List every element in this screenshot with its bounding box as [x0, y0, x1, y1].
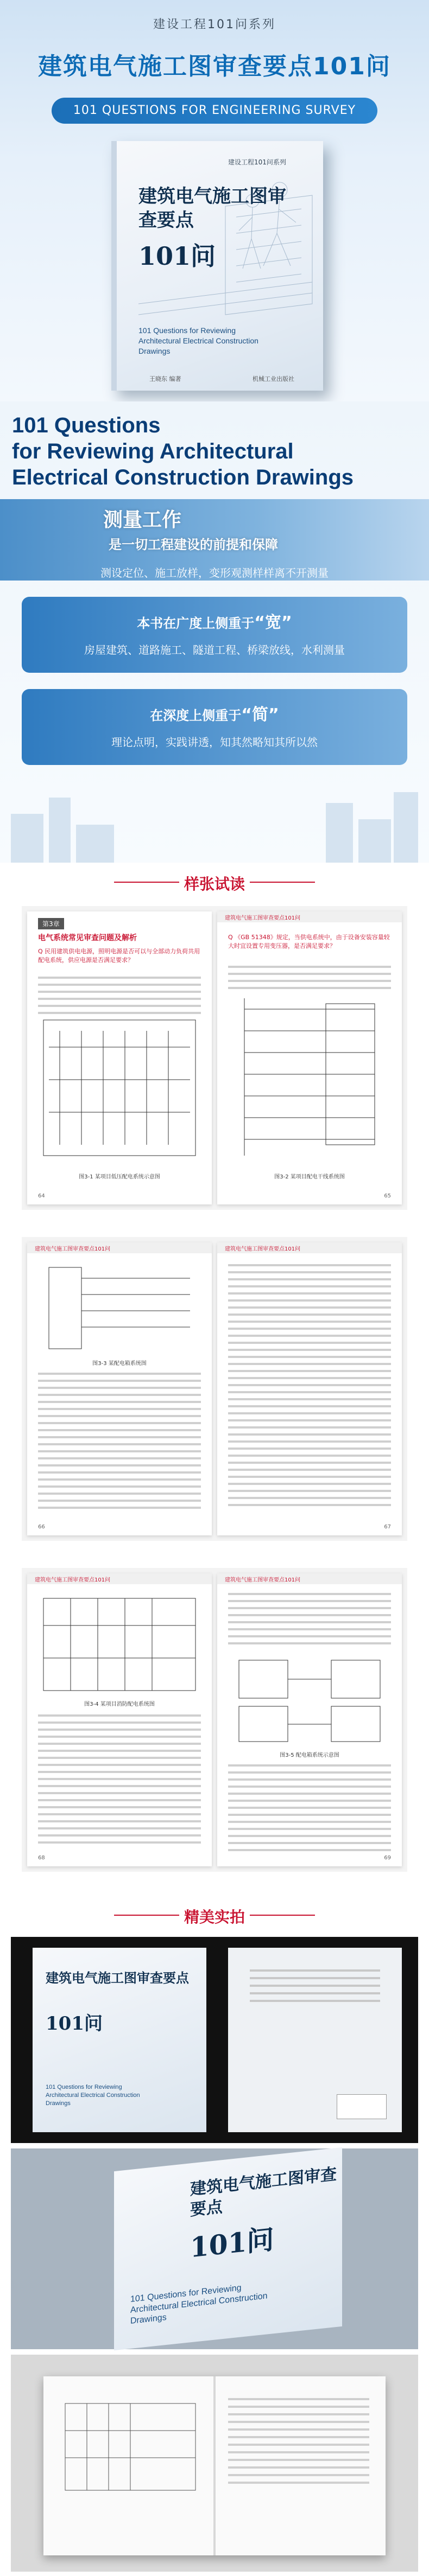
- running-header-text: 建筑电气施工图审查要点101问: [225, 915, 301, 921]
- running-header-text: 建筑电气施工图审查要点101问: [35, 1577, 111, 1583]
- feature-card-breadth: [22, 597, 407, 673]
- photo-book-title: 建筑电气施工图审查要点: [46, 1970, 189, 1986]
- body-text: [38, 1714, 201, 1848]
- photo-book-english: 101 Questions for Reviewing Architectural Electrical Construction Drawings: [46, 2084, 140, 2107]
- subtitle-banner: 101 QUESTIONS FOR ENGINEERING SURVEY: [52, 98, 377, 124]
- distribution-diagram: [228, 993, 391, 1166]
- running-header: [27, 1242, 212, 1253]
- sample-spread-1[interactable]: [22, 906, 407, 1210]
- card-title: [22, 701, 407, 725]
- card-text: 理论点明，实践讲透，知其然略知其所以然: [111, 736, 318, 749]
- open-book-pages: [43, 2376, 386, 2555]
- body-text: [228, 1264, 391, 1511]
- photo-book-front: [33, 1948, 206, 2132]
- book-gutter: [213, 2376, 216, 2555]
- figure-caption: 图3-2 某项目配电干线系统图: [274, 1174, 345, 1180]
- sample-page-left: [27, 1573, 212, 1866]
- english-title-line: Electrical Construction Drawings: [12, 466, 354, 489]
- running-header-text: 建筑电气施工图审查要点101问: [35, 1246, 111, 1252]
- page-number: 67: [384, 1524, 391, 1530]
- card-title-key: “简”: [241, 705, 279, 724]
- city-skyline-illustration: [0, 776, 429, 863]
- sample-page-right: [217, 911, 402, 1204]
- measure-title: 测量工作: [103, 509, 182, 531]
- sample-page-right: [217, 1242, 402, 1535]
- measure-line: 测设定位、施工放样，变形观测样样离不开测量: [100, 566, 329, 579]
- panel-diagram: [38, 1262, 201, 1354]
- card-title-key: “宽”: [254, 613, 292, 632]
- main-title: 建筑电气施工图审查要点101问: [38, 53, 391, 80]
- heading-rule: [250, 882, 315, 883]
- sample-heading-text: 样张试读: [184, 875, 245, 893]
- photos-heading: [0, 1899, 429, 1931]
- photo-angled-cover[interactable]: [11, 2148, 418, 2349]
- figure-caption: 图3-1 某项目低压配电系统示意图: [79, 1174, 160, 1180]
- running-header-text: 建筑电气施工图审查要点101问: [225, 1577, 301, 1583]
- heading-rule: [250, 1915, 315, 1916]
- chapter-tag: 第3章: [38, 918, 64, 929]
- page-number: 65: [384, 1193, 391, 1199]
- english-title: [12, 412, 354, 490]
- page-number: 64: [38, 1193, 45, 1199]
- book-english-title: 101 Questions for Reviewing Architectural Electrical Construction Drawings: [138, 326, 258, 355]
- running-header: [27, 1573, 212, 1584]
- photo-book-number: 101问: [46, 2013, 103, 2035]
- question-text: Q 民用建筑供电电源，照明电源是否可以与全部动力负荷共用配电系统，供应电源是否满足要求？: [38, 948, 200, 964]
- body-text: [228, 1764, 391, 1856]
- english-title-line: for Reviewing Architectural: [12, 439, 294, 463]
- figure-caption: 图3-5 配电箱系统示意图: [280, 1752, 339, 1758]
- figure-caption: 图3-4 某项目消防配电系统图: [84, 1701, 155, 1707]
- book-number: 101问: [138, 241, 216, 271]
- sample-spread-2[interactable]: [22, 1237, 407, 1541]
- photo-open-book[interactable]: [11, 2355, 418, 2572]
- intro-section: [0, 401, 429, 863]
- sample-read-heading: [0, 866, 429, 898]
- photo-book-title: 建筑电气施工图审查要点: [190, 2164, 337, 2220]
- sample-page-right: [217, 1573, 402, 1866]
- page-number: 66: [38, 1524, 45, 1530]
- card-text: 房屋建筑、道路施工、隧道工程、桥梁放线，水利测量: [84, 643, 345, 656]
- sample-page-left: [27, 911, 212, 1204]
- page-number: 69: [384, 1855, 391, 1861]
- body-text: [228, 1593, 391, 1649]
- book-publisher: 机械工业出版社: [253, 375, 294, 382]
- sample-spread-3[interactable]: [22, 1568, 407, 1872]
- card-title: [22, 609, 407, 633]
- series-label: 建设工程101问系列: [153, 18, 276, 31]
- chapter-title: 电气系统常见审查问题及解析: [38, 934, 137, 942]
- photo-front-back[interactable]: [11, 1937, 418, 2143]
- panel-box-diagram: [228, 1655, 391, 1747]
- book-series: 建设工程101问系列: [228, 158, 286, 166]
- book-cover[interactable]: [111, 141, 323, 391]
- open-page-diagram: [60, 2398, 201, 2496]
- book-title: 建筑电气施工图审查要点: [138, 186, 286, 231]
- body-text: [228, 966, 391, 994]
- question-text: Q 《GB 51348》规定，当供电系统中，由于设备安装容量较大时宜设置专用变压器，是否满足要求？: [228, 934, 390, 949]
- figure-caption: 图3-3 某配电箱系统图: [92, 1361, 147, 1367]
- card-title-text: 在深度上侧重于: [150, 708, 242, 723]
- card-title-text: 本书在广度上侧重于: [137, 616, 255, 631]
- hero-section: [0, 0, 429, 401]
- photo-book-number: 101问: [190, 2223, 274, 2264]
- english-title-line: 101 Questions: [12, 413, 161, 437]
- book-author: 王晓东 编著: [149, 375, 181, 382]
- photos-heading-text: 精美实拍: [184, 1908, 245, 1926]
- running-header: [217, 1242, 402, 1253]
- measure-subtitle: 是一切工程建设的前提和保障: [109, 537, 278, 552]
- sample-page-left: [27, 1242, 212, 1535]
- fire-distribution-diagram: [38, 1593, 201, 1696]
- back-cover-text: [250, 1969, 380, 2007]
- open-page-text: [228, 2398, 369, 2489]
- running-header: [217, 911, 402, 922]
- body-text: [38, 977, 201, 1019]
- photo-book-angled: [114, 2147, 342, 2350]
- page-number: 68: [38, 1855, 45, 1861]
- feature-card-depth: [22, 689, 407, 765]
- running-header: [217, 1573, 402, 1584]
- photo-book-back: [228, 1948, 402, 2132]
- wiring-diagram: [38, 1015, 201, 1166]
- body-text: [38, 1373, 201, 1514]
- photo-book-english: 101 Questions for Reviewing Architectural Electrical Construction Drawings: [130, 2283, 268, 2326]
- barcode: [337, 2094, 387, 2119]
- running-header-text: 建筑电气施工图审查要点101问: [225, 1246, 301, 1252]
